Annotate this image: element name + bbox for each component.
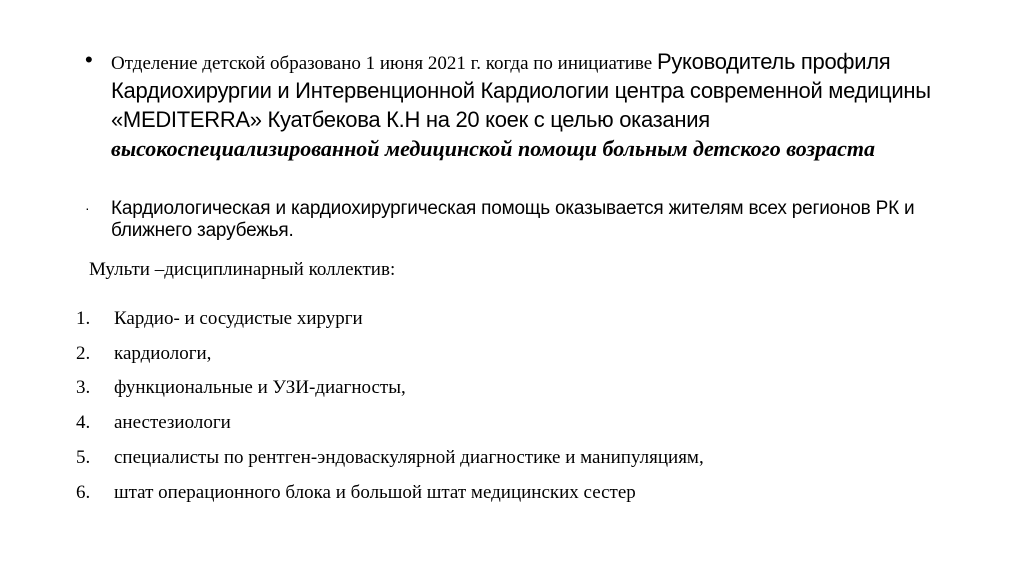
list-item-text: функциональные и УЗИ-диагносты,: [114, 377, 406, 398]
intro-bullet-item: [85, 49, 955, 165]
service-bullet-item: [85, 198, 955, 242]
intro-paragraph: [111, 49, 955, 165]
team-list-item: [76, 446, 976, 470]
list-item-number: 6.: [76, 482, 91, 503]
list-item-text: штат операционного блока и большой штат медицинских сестер: [114, 482, 636, 503]
list-item-number: 2.: [76, 343, 91, 364]
list-item-text: кардиологи,: [114, 343, 212, 364]
list-item-text: Кардио- и сосудистые хирурги: [114, 308, 363, 329]
team-list-item: [76, 376, 976, 400]
list-item-number: 1.: [76, 308, 91, 329]
service-paragraph: Кардиологическая и кардиохирургическая помощь оказывается жителям всех регионов РК и ближнего зарубежья.: [111, 198, 915, 241]
bullet-dot-icon: •: [85, 47, 93, 72]
list-item-number: 4.: [76, 412, 91, 433]
bullet-dot-icon: ·: [85, 200, 90, 216]
team-list-item: [76, 481, 976, 505]
intro-text-small: Отделение детской образовано 1 июня 2021 г. когда по инициативе: [111, 53, 657, 74]
team-list-item: [76, 342, 976, 366]
intro-text-large: Руководитель профиля Кардиохирургии и Интервенционной Кардиологии центра современной медицины «MEDITERRA» Куатбекова К.Н на 20 коек с целью оказания: [111, 49, 931, 132]
intro-text-emphasis: высокоспециализированной медицинской помощи больным детского возраста: [111, 136, 875, 161]
team-list-item: [76, 411, 976, 435]
team-heading: Мульти –дисциплинарный коллектив:: [89, 259, 396, 280]
list-item-text: специалисты по рентген-эндоваскулярной диагностике и манипуляциям,: [114, 447, 704, 468]
list-item-text: анестезиологи: [114, 412, 231, 433]
team-list-item: [76, 307, 976, 331]
list-item-number: 5.: [76, 447, 91, 468]
list-item-number: 3.: [76, 377, 91, 398]
